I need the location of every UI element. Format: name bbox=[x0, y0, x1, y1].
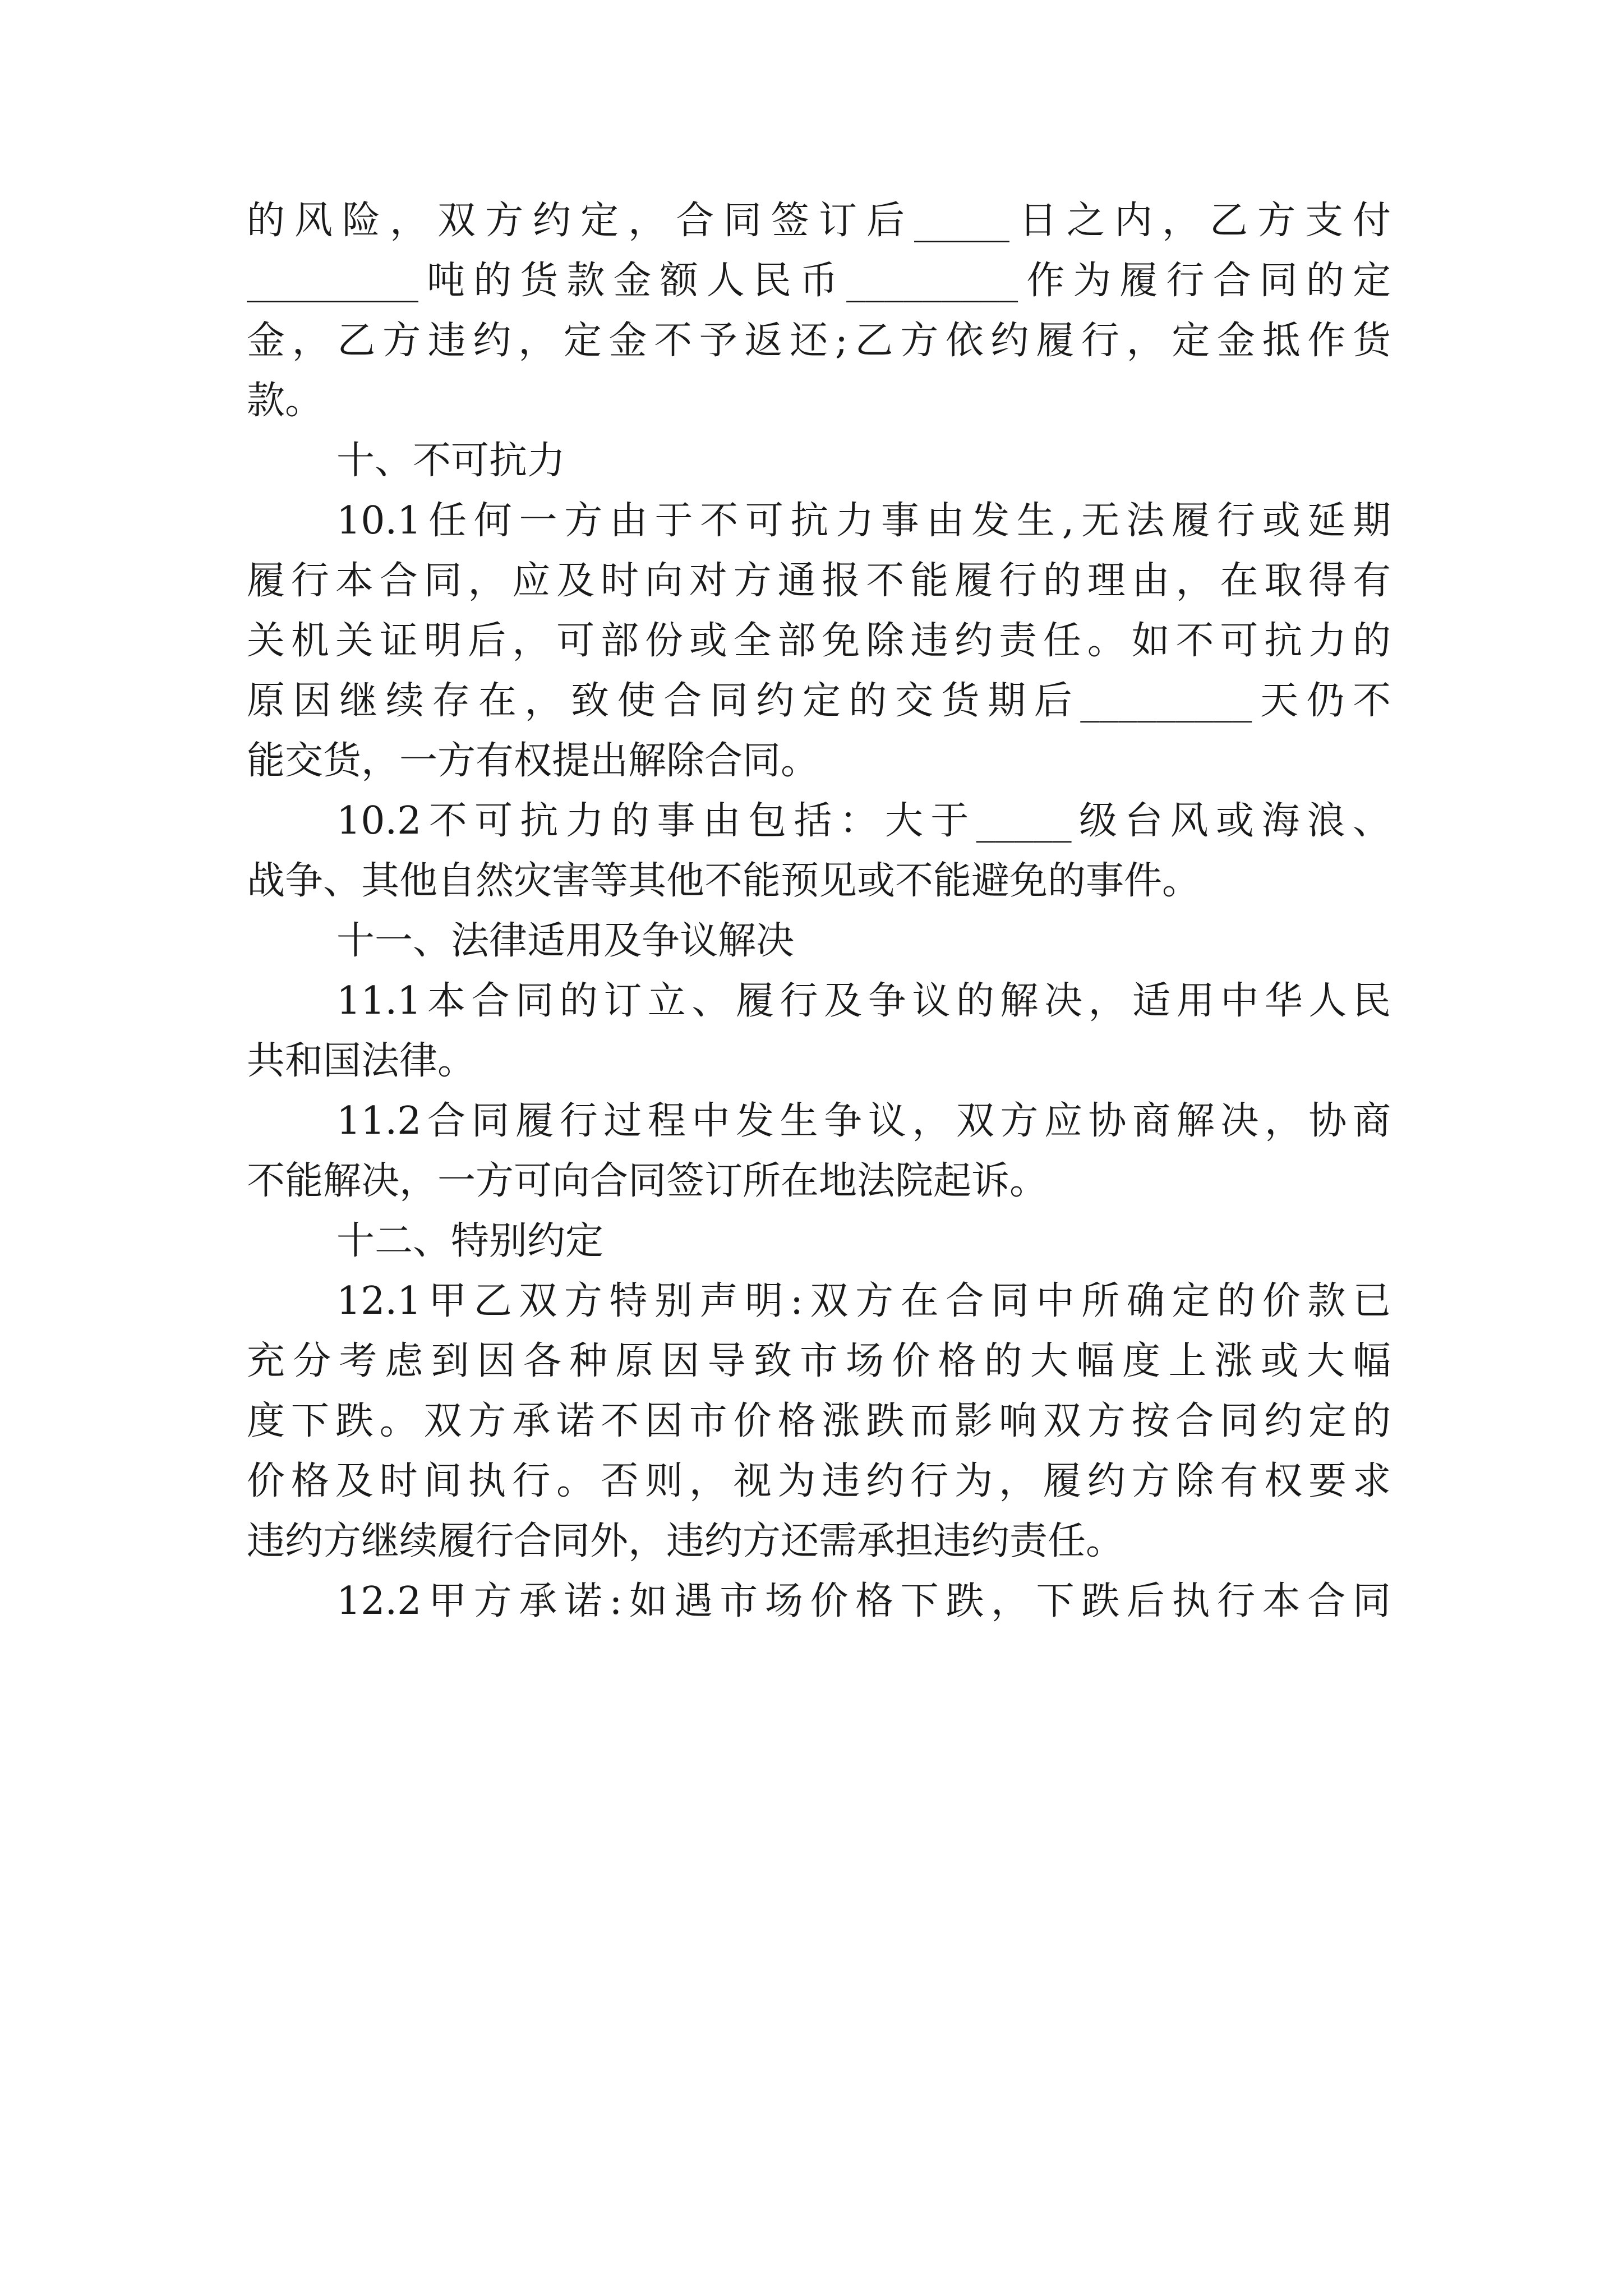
paragraph-line: 关机关证明后，可部份或全部免除违约责任。如不可抗力的 bbox=[247, 619, 1391, 663]
section-heading: 十、不可抗力 bbox=[336, 439, 566, 483]
section-heading: 十二、特别约定 bbox=[336, 1219, 604, 1263]
paragraph-line: 充分考虑到因各种原因导致市场价格的大幅度上涨或大幅 bbox=[247, 1339, 1391, 1383]
paragraph-line: 共和国法律。 bbox=[247, 1039, 476, 1083]
paragraph-line: 10.1任何一方由于不可抗力事由发生,无法履行或延期 bbox=[336, 499, 1391, 543]
paragraph-line: 的风险，双方约定，合同签订后_____日之内，乙方支付 bbox=[247, 199, 1391, 243]
document-page bbox=[247, 191, 1391, 1631]
paragraph-line: 履行本合同，应及时向对方通报不能履行的理由，在取得有 bbox=[247, 559, 1391, 603]
paragraph-line: 款。 bbox=[247, 379, 324, 423]
paragraph-line: 度下跌。双方承诺不因市价格涨跌而影响双方按合同约定的 bbox=[247, 1399, 1391, 1443]
paragraph-line: 12.1甲乙双方特别声明:双方在合同中所确定的价款已 bbox=[336, 1279, 1391, 1323]
paragraph-line: 10.2不可抗力的事由包括：大于_____级台风或海浪、 bbox=[336, 799, 1391, 843]
paragraph-line: 违约方继续履行合同外，违约方还需承担违约责任。 bbox=[247, 1519, 1124, 1563]
paragraph-line: 价格及时间执行。否则，视为违约行为，履约方除有权要求 bbox=[247, 1459, 1391, 1503]
paragraph-line: 金，乙方违约，定金不予返还;乙方依约履行，定金抵作货 bbox=[247, 319, 1391, 363]
paragraph-line: 11.2合同履行过程中发生争议，双方应协商解决，协商 bbox=[336, 1099, 1391, 1143]
paragraph-line: 11.1本合同的订立、履行及争议的解决，适用中华人民 bbox=[336, 979, 1391, 1023]
section-heading: 十一、法律适用及争议解决 bbox=[336, 919, 795, 963]
paragraph-line: 战争、其他自然灾害等其他不能预见或不能避免的事件。 bbox=[247, 859, 1201, 903]
paragraph-line: 能交货，一方有权提出解除合同。 bbox=[247, 739, 819, 783]
paragraph-line: 原因继续存在，致使合同约定的交货期后_________天仍不 bbox=[247, 679, 1391, 723]
paragraph-line: 不能解决，一方可向合同签订所在地法院起诉。 bbox=[247, 1159, 1048, 1203]
paragraph-line: 12.2甲方承诺:如遇市场价格下跌，下跌后执行本合同 bbox=[336, 1579, 1391, 1623]
paragraph-line: _________吨的货款金额人民币_________作为履行合同的定 bbox=[247, 259, 1391, 303]
